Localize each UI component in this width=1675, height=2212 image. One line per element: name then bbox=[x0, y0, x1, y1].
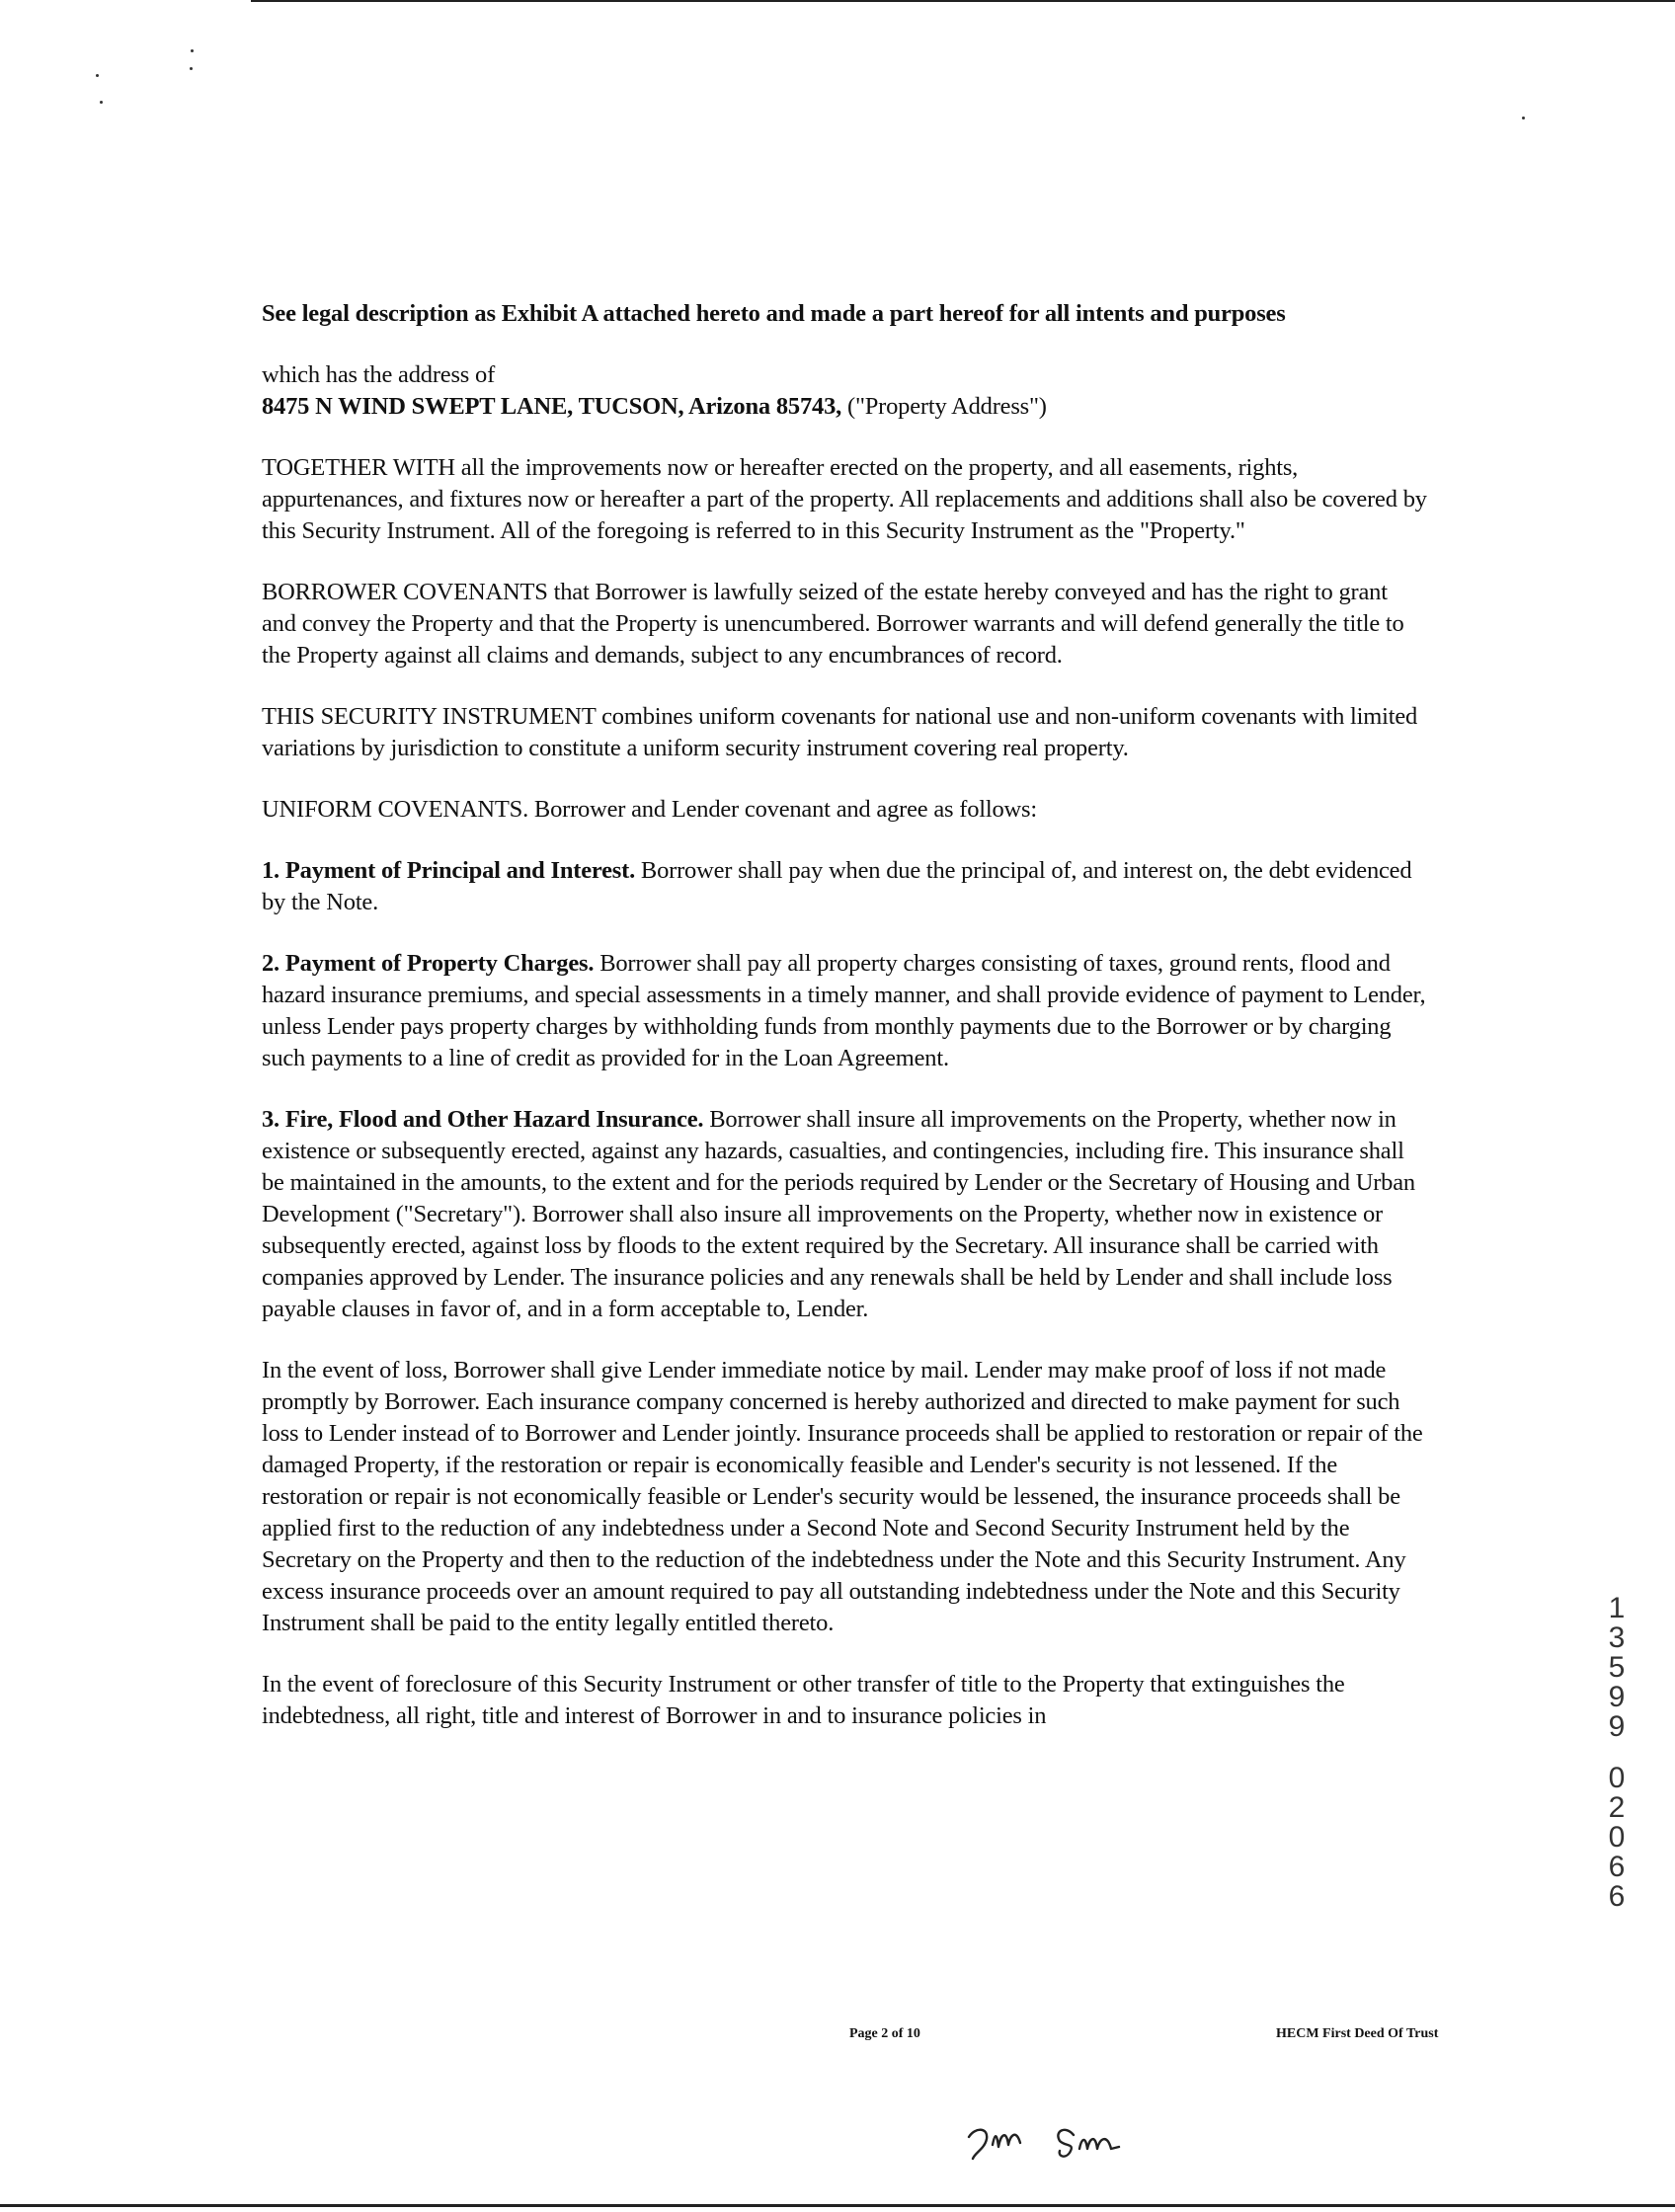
section-text: Borrower shall pay when due the principal of, and interest on, the debt evidenced by the Note. bbox=[262, 857, 1412, 915]
property-address-label: ("Property Address") bbox=[841, 393, 1047, 420]
recording-digit: 6 bbox=[1608, 1851, 1626, 1883]
scan-speck bbox=[191, 49, 194, 52]
legal-description: See legal description as Exhibit A attached hereto and made a part hereof for all intents and purposes bbox=[262, 300, 1286, 327]
recording-digit: 0 bbox=[1608, 1821, 1626, 1854]
bottom-border-line bbox=[0, 2204, 1675, 2207]
together-with-paragraph: TOGETHER WITH all the improvements now or hereafter erected on the property, and all easements, rights, appurtenances, and fixtures now or hereafter a part of the property. All replacements and additions shall also be covered by this Security Instrument. All of the foregoing is referred to in this Security Instrument as the "Property." bbox=[262, 454, 1427, 544]
section-heading: 1. Payment of Principal and Interest. bbox=[262, 857, 635, 884]
recording-digit: 6 bbox=[1608, 1880, 1626, 1913]
event-of-loss-paragraph: In the event of loss, Borrower shall give Lender immediate notice by mail. Lender may make proof of loss if not made promptly by Borrower. Each insurance company concerned is hereby authorized and directed to make payment for such loss to Lender instead of to Borrower and Lender jointly. Insurance proceeds shall be applied to restoration or repair of the damaged Property, if the restoration or repair is economically feasible and Lender's security is not lessened. If the restoration or repair is not economically feasible or Lender's security would be lessened, the insurance proceeds shall be applied first to the reduction of any indebtedness under a Second Note and Second Security Instrument held by the Secretary on the Property and then to the reduction of the indebtedness under the Note and this Security Instrument. Any excess insurance proceeds over an amount required to pay all outstanding indebtedness under the Note and this Security Instrument shall be paid to the entity legally entitled thereto. bbox=[262, 1357, 1423, 1636]
section-heading: 2. Payment of Property Charges. bbox=[262, 950, 595, 977]
scan-speck bbox=[100, 101, 103, 104]
address-intro: which has the address of bbox=[262, 361, 496, 388]
property-address: 8475 N WIND SWEPT LANE, TUCSON, Arizona 85743, bbox=[262, 393, 842, 420]
borrower-covenants-paragraph: BORROWER COVENANTS that Borrower is lawfully seized of the estate hereby conveyed and has the right to grant and convey the Property and that the Property is unencumbered. Borrower warrants and will defend generally the title to the Property against all claims and demands, subject to any encumbrances of record. bbox=[262, 579, 1404, 669]
property-address-block bbox=[262, 359, 1427, 423]
document-body bbox=[262, 298, 1427, 1762]
recording-number-gap bbox=[1602, 1740, 1632, 1762]
form-name: HECM First Deed Of Trust bbox=[1276, 2026, 1439, 2041]
recording-digit: 3 bbox=[1608, 1621, 1626, 1654]
section-text: Borrower shall insure all improvements on the Property, whether now in existence or subsequently erected, against any hazards, casualties, and contingencies, including fire. This insurance shall be maintained in the amounts, to the extent and for the periods required by Lender or the Secretary of Housing and Urban Development ("Secretary"). Borrower shall also insure all improvements on the Property, whether now in existence or subsequently erected, against loss by floods to the extent required by the Secretary. All insurance shall be carried with companies approved by Lender. The insurance policies and any renewals shall be held by Lender and shall include loss payable clauses in favor of, and in a form acceptable to, Lender. bbox=[262, 1106, 1415, 1322]
scan-speck bbox=[190, 67, 193, 70]
recording-digit: 2 bbox=[1608, 1791, 1626, 1824]
security-instrument-paragraph: THIS SECURITY INSTRUMENT combines uniform covenants for national use and non-uniform covenants with limited variations by jurisdiction to constitute a uniform security instrument covering real property. bbox=[262, 703, 1418, 761]
recording-digit: 0 bbox=[1608, 1762, 1626, 1794]
recording-number bbox=[1602, 1592, 1632, 1913]
recording-digit: 5 bbox=[1608, 1651, 1626, 1684]
section-text: Borrower shall pay all property charges consisting of taxes, ground rents, flood and hazard insurance premiums, and special assessments in a timely manner, and shall provide evidence of payment to Lender, unless Lender pays property charges by withholding funds from monthly payments due to the Borrower or by charging such payments to a line of credit as provided for in the Loan Agreement. bbox=[262, 950, 1426, 1071]
recording-digit: 9 bbox=[1608, 1681, 1626, 1713]
scan-speck bbox=[1522, 117, 1525, 119]
event-of-foreclosure-paragraph: In the event of foreclosure of this Security Instrument or other transfer of title to the Property that extinguishes the indebtedness, all right, title and interest of Borrower in and to insurance policies in bbox=[262, 1671, 1345, 1729]
section-3-hazard-insurance bbox=[262, 1104, 1427, 1325]
recording-digit: 1 bbox=[1608, 1592, 1626, 1624]
recording-digit: 9 bbox=[1608, 1710, 1626, 1743]
section-2-property-charges bbox=[262, 948, 1427, 1074]
uniform-covenants-paragraph: UNIFORM COVENANTS. Borrower and Lender covenant and agree as follows: bbox=[262, 796, 1037, 823]
section-heading: 3. Fire, Flood and Other Hazard Insurance. bbox=[262, 1106, 704, 1133]
handwritten-initials bbox=[963, 2105, 1200, 2174]
page-number: Page 2 of 10 bbox=[849, 2026, 920, 2041]
scan-speck bbox=[96, 74, 99, 77]
section-1-payment-principal-interest bbox=[262, 855, 1427, 918]
top-border-line bbox=[251, 0, 1675, 2]
